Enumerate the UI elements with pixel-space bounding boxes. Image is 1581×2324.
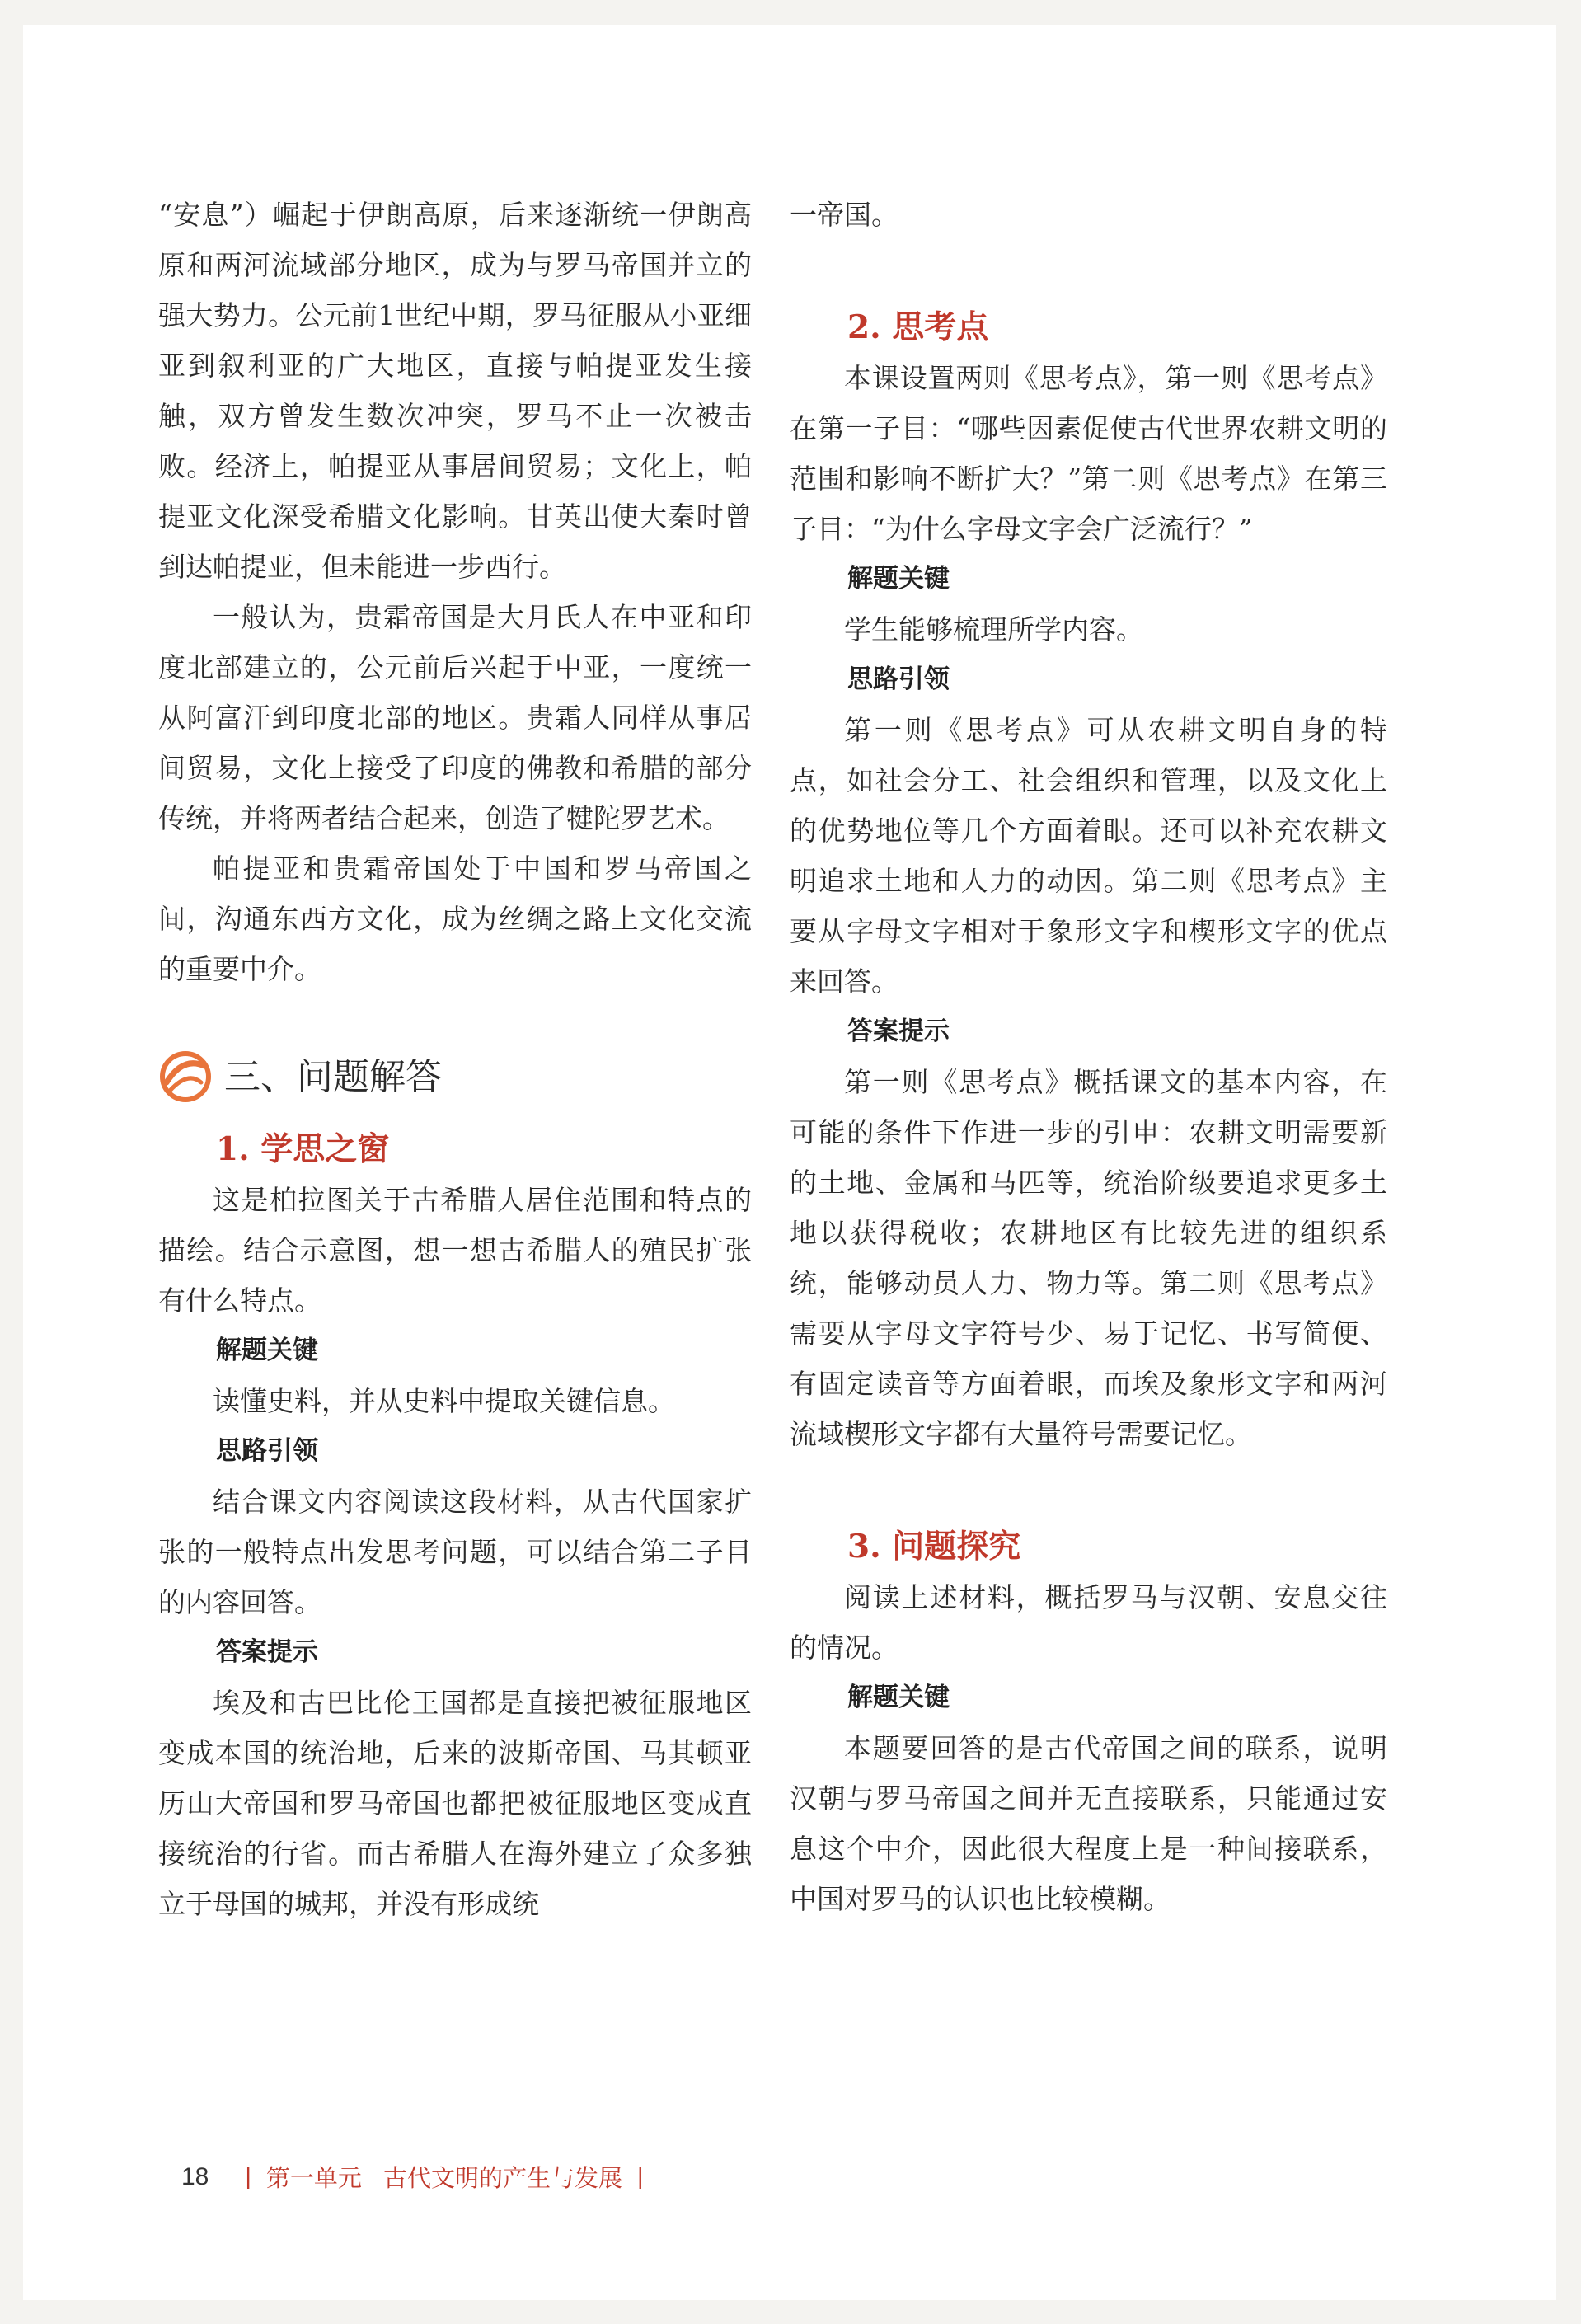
question-2-title: 2. 思考点 [847, 308, 989, 346]
section-title: 三、问题解答 [224, 1055, 442, 1098]
footer-divider: | [636, 2163, 644, 2190]
footer-unit: 第一单元 [265, 2166, 362, 2192]
question-1-guide-text: 结合课文内容阅读这段材料，从古代国家扩张的一般特点出发思考问题，可以结合第二子目的内容回答。 [158, 1486, 752, 1618]
footer-divider: | [245, 2163, 251, 2190]
question-3-intro: 阅读上述材料，概括罗马与汉朝、安息交往的情况。 [790, 1581, 1387, 1664]
question-1-title: 1. 学思之窗 [216, 1130, 390, 1168]
question-1-key-label: 解题关键 [216, 1336, 318, 1365]
question-1-key-text: 读懂史料，并从史料中提取关键信息。 [213, 1385, 675, 1417]
question-2-intro: 本课设置两则《思考点》，第一则《思考点》在第一子目：“哪些因素促使古代世界农耕文明的范围和影响不断扩大？”第二则《思考点》在第三子目：“为什么字母文字会广泛流行？” [790, 362, 1387, 545]
question-2-guide-text: 第一则《思考点》可从农耕文明自身的特点，如社会分工、社会组织和管理，以及文化上的优势地位等几个方面着眼。还可以补充农耕文明追求土地和人力的动因。第二则《思考点》主要从字母文字相对于象形文字和楔形文字的优点来回答。 [790, 714, 1387, 998]
question-2-answer-text: 第一则《思考点》概括课文的基本内容，在可能的条件下作进一步的引申：农耕文明需要新的土地、金属和马匹等，统治阶级要追求更多土地以获得税收；农耕地区有比较先进的组织系统，能够动员人力、物力等。第二则《思考点》需要从字母文字符号少、易于记忆、书写简便、有固定读音等方面着眼，而埃及象形文字和两河流域楔形文字都有大量符号需要记忆。 [790, 1066, 1387, 1450]
left-column [158, 190, 752, 1929]
question-1-answer-text: 埃及和古巴比伦王国都是直接把被征服地区变成本国的统治地，后来的波斯帝国、马其顿亚历山大帝国和罗马帝国也都把被征服地区变成直接统治的行省。而古希腊人在海外建立了众多独立于母国的城邦，并没有形成统 [158, 1687, 752, 1920]
paragraph-continuation: 一帝国。 [790, 199, 898, 231]
paragraph-kushan: 一般认为，贵霜帝国是大月氏人在中亚和印度北部建立的，公元前后兴起于中亚，一度统一从阿富汗到印度北部的地区。贵霜人同样从事居间贸易，文化上接受了印度的佛教和希腊的部分传统，并将两者结合起来，创造了犍陀罗艺术。 [158, 601, 752, 834]
section-bullet-icon [158, 1049, 213, 1104]
question-2-key-text: 学生能够梳理所学内容。 [844, 613, 1143, 646]
question-2-guide-label: 思路引领 [847, 664, 950, 694]
page-number: 18 [181, 2162, 209, 2190]
spacer [158, 994, 752, 1044]
page-footer [181, 2160, 659, 2194]
paragraph-parthia: “安息”）崛起于伊朗高原，后来逐渐统一伊朗高原和两河流域部分地区，成为与罗马帝国并立的强大势力。公元前1世纪中期，罗马征服从小亚细亚到叙利亚的广大地区，直接与帕提亚发生接触，双方曾发生数次冲突，罗马不止一次被击败。经济上，帕提亚从事居间贸易；文化上，帕提亚文化深受希腊文化影响。甘英出使大秦时曾到达帕提亚，但未能进一步西行。 [158, 199, 752, 583]
spacer [158, 1110, 752, 1124]
spacer [790, 1459, 1387, 1522]
question-1-intro: 这是柏拉图关于古希腊人居住范围和特点的描绘。结合示意图，想一想古希腊人的殖民扩张有什么特点。 [158, 1184, 752, 1317]
paragraph-intermediary: 帕提亚和贵霜帝国处于中国和罗马帝国之间，沟通东西方文化，成为丝绸之路上文化交流的重要中介。 [158, 852, 752, 985]
question-3-title: 3. 问题探究 [847, 1528, 1021, 1566]
question-1-answer-label: 答案提示 [216, 1637, 318, 1667]
question-2-answer-label: 答案提示 [847, 1016, 950, 1046]
question-3-key-text: 本题要回答的是古代帝国之间的联系，说明汉朝与罗马帝国之间并无直接联系，只能通过安息这个中介，因此很大程度上是一种间接联系，中国对罗马的认识也比较模糊。 [790, 1732, 1387, 1915]
spacer [790, 240, 1387, 303]
question-3-key-label: 解题关键 [847, 1683, 950, 1712]
question-2-key-label: 解题关键 [847, 564, 950, 594]
footer-unit-title: 古代文明的产生与发展 [382, 2166, 622, 2192]
question-1-guide-label: 思路引领 [216, 1436, 318, 1466]
right-column [790, 190, 1387, 1924]
page [23, 25, 1556, 2300]
section-heading [158, 1044, 752, 1110]
